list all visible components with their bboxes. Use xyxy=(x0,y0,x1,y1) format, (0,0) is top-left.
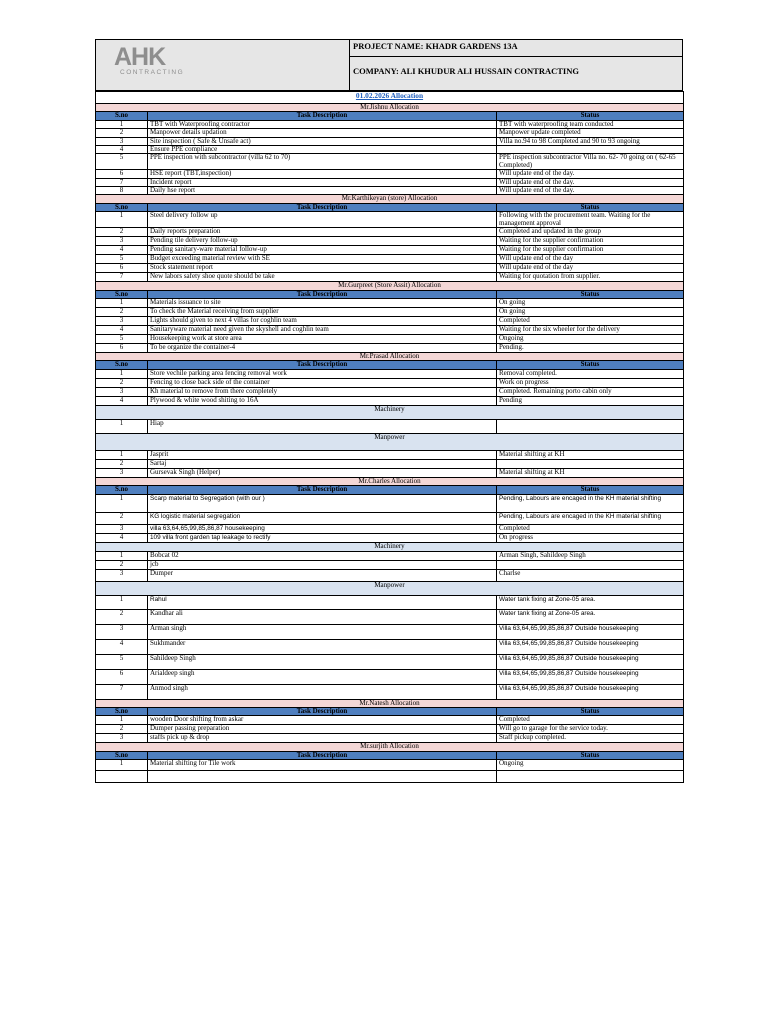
sheet-header xyxy=(95,39,683,91)
section-title-label: Mr.Natesh Allocation xyxy=(96,699,684,707)
row-status: Completed. Remaining porto cabin only xyxy=(497,387,684,396)
row-sno: 2 xyxy=(96,129,148,137)
row-task: Site inspection ( Safe & Unsafe act) xyxy=(148,137,497,145)
table-row xyxy=(96,237,684,246)
row-status: Arman Singh, Sahildeep Singh xyxy=(497,551,684,560)
row-status: Will update end of the day. xyxy=(497,170,684,178)
table-row xyxy=(96,154,684,170)
company-logo xyxy=(96,40,350,90)
row-task: KG logistic material segregation xyxy=(148,512,497,524)
header-status: Status xyxy=(497,361,684,369)
column-header-row xyxy=(96,361,684,369)
table-row xyxy=(96,343,684,352)
row-task: Kandhar ali xyxy=(148,609,497,624)
row-status: Material shifting at KH xyxy=(497,450,684,459)
row-task: To check the Material receiving from supplier xyxy=(148,307,497,316)
row-sno: 8 xyxy=(96,187,148,195)
row-status: Following with the procurement team. Waiting for the management approval xyxy=(497,212,684,228)
table-row xyxy=(96,378,684,387)
header-status: Status xyxy=(497,290,684,298)
machinery-title xyxy=(96,542,684,551)
row-status: Villa 63,64,65,99,85,86,87 Outside housekeeping xyxy=(497,684,684,699)
row-sno: 3 xyxy=(96,137,148,145)
row-sno: 3 xyxy=(96,237,148,246)
row-task: Scarp material to Segregation (with our ) xyxy=(148,494,497,512)
row-sno: 1 xyxy=(96,716,148,725)
row-status: Villa 63,64,65,99,85,86,87 Outside housekeeping xyxy=(497,669,684,684)
empty-cell xyxy=(497,771,684,783)
row-sno: 5 xyxy=(96,154,148,170)
row-task: Material shifting for Tile work xyxy=(148,760,497,771)
table-row xyxy=(96,669,684,684)
row-sno: 1 xyxy=(96,450,148,459)
table-row xyxy=(96,459,684,468)
row-status: Staff pickup completed. xyxy=(497,734,684,743)
row-status xyxy=(497,459,684,468)
manpower-title xyxy=(96,581,684,595)
logo-sub-text: CONTRACTING xyxy=(120,69,185,76)
row-sno: 2 xyxy=(96,725,148,734)
row-sno: 1 xyxy=(96,760,148,771)
header-sno: S.no xyxy=(96,203,148,211)
table-row xyxy=(96,178,684,186)
table-row xyxy=(96,494,684,512)
row-task: Materials issuance to site xyxy=(148,298,497,307)
section-title xyxy=(96,352,684,360)
machinery-title xyxy=(96,405,684,419)
column-header-row xyxy=(96,203,684,211)
row-task: villa 63,64,65,99,85,86,87 housekeeping xyxy=(148,524,497,533)
row-status: Waiting for the supplier confirmation xyxy=(497,237,684,246)
section-title-label: Mr.Karthikeyan (store) Allocation xyxy=(96,195,684,203)
row-sno: 5 xyxy=(96,654,148,669)
row-status: Pending. xyxy=(497,343,684,352)
row-task: Sanitaryware material need given the skyshell and coghlin team xyxy=(148,325,497,334)
row-sno: 4 xyxy=(96,146,148,154)
table-row xyxy=(96,569,684,581)
row-task: Housekeeping work at store area xyxy=(148,334,497,343)
row-sno: 1 xyxy=(96,595,148,609)
row-sno: 2 xyxy=(96,228,148,237)
row-sno: 6 xyxy=(96,669,148,684)
table-row xyxy=(96,129,684,137)
row-sno: 2 xyxy=(96,560,148,569)
row-task: Dumper xyxy=(148,569,497,581)
table-row xyxy=(96,639,684,654)
header-task: Task Description xyxy=(148,707,497,715)
row-sno: 4 xyxy=(96,246,148,255)
row-sno: 5 xyxy=(96,255,148,264)
row-task: Kh material to remove from there completely xyxy=(148,387,497,396)
section-title xyxy=(96,104,684,112)
table-row xyxy=(96,369,684,378)
table-row xyxy=(96,551,684,560)
table-row xyxy=(96,273,684,282)
row-sno: 4 xyxy=(96,396,148,405)
row-status: On going xyxy=(497,298,684,307)
row-status: Completed xyxy=(497,316,684,325)
row-sno: 7 xyxy=(96,178,148,186)
row-status: Ongoing xyxy=(497,334,684,343)
header-status: Status xyxy=(497,203,684,211)
table-row xyxy=(96,187,684,195)
section-title-label: Mr.Prasad Allocation xyxy=(96,352,684,360)
manpower-title-label: Manpower xyxy=(96,433,684,450)
row-status: Villa no.94 to 98 Completed and 90 to 93 ongoing xyxy=(497,137,684,145)
row-task: Sartaj xyxy=(148,459,497,468)
header-task: Task Description xyxy=(148,751,497,759)
section-title-label: Mr.Jishnu Allocation xyxy=(96,104,684,112)
header-sno: S.no xyxy=(96,707,148,715)
table-row xyxy=(96,533,684,542)
row-status: Waiting for quotation from supplier. xyxy=(497,273,684,282)
row-sno: 3 xyxy=(96,624,148,639)
row-sno: 1 xyxy=(96,494,148,512)
row-status xyxy=(497,419,684,433)
header-sno: S.no xyxy=(96,751,148,759)
row-task: Fencing to close back side of the container xyxy=(148,378,497,387)
row-sno: 1 xyxy=(96,551,148,560)
section-title-label: Mr.surjith Allocation xyxy=(96,743,684,751)
row-status: PPE inspection subcontractor Villa no. 62- 70 going on ( 62-65 Completed) xyxy=(497,154,684,170)
table-row xyxy=(96,387,684,396)
row-task: Sahildeep Singh xyxy=(148,654,497,669)
row-status: Removal completed. xyxy=(497,369,684,378)
row-sno: 1 xyxy=(96,419,148,433)
row-sno: 2 xyxy=(96,378,148,387)
machinery-title-label: Machinery xyxy=(96,542,684,551)
row-status: Waiting for the supplier confirmation xyxy=(497,246,684,255)
row-status: Work on progress xyxy=(497,378,684,387)
table-row xyxy=(96,316,684,325)
row-task: Store vechile parking area fencing removal work xyxy=(148,369,497,378)
row-status: On progress xyxy=(497,533,684,542)
row-task: Arman singh xyxy=(148,624,497,639)
row-sno: 3 xyxy=(96,569,148,581)
row-sno: 6 xyxy=(96,343,148,352)
row-task: TBT with Waterproofing contractor xyxy=(148,120,497,128)
row-task: Rahul xyxy=(148,595,497,609)
table-row xyxy=(96,170,684,178)
row-sno: 2 xyxy=(96,609,148,624)
row-status: Water tank fixing at Zone-05 area. xyxy=(497,595,684,609)
row-sno: 5 xyxy=(96,334,148,343)
header-task: Task Description xyxy=(148,112,497,120)
row-status: Completed xyxy=(497,524,684,533)
table-row xyxy=(96,120,684,128)
row-sno: 1 xyxy=(96,369,148,378)
column-header-row xyxy=(96,112,684,120)
header-task: Task Description xyxy=(148,290,497,298)
table-row xyxy=(96,624,684,639)
table-row xyxy=(96,325,684,334)
logo-main-text: AHK xyxy=(114,43,166,71)
table-row xyxy=(96,524,684,533)
table-row xyxy=(96,246,684,255)
row-sno: 6 xyxy=(96,170,148,178)
section-title xyxy=(96,282,684,290)
section-title-label: Mr.Gurpreet (Store Assit) Allocation xyxy=(96,282,684,290)
header-sno: S.no xyxy=(96,486,148,494)
column-header-row xyxy=(96,486,684,494)
row-sno: 4 xyxy=(96,533,148,542)
company-name: COMPANY: ALI KHUDUR ALI HUSSAIN CONTRACTING xyxy=(350,57,682,90)
table-row xyxy=(96,560,684,569)
table-row xyxy=(96,264,684,273)
header-status: Status xyxy=(497,486,684,494)
row-task: Pending sanitary-ware material follow-up xyxy=(148,246,497,255)
row-status: Villa 63,64,65,99,85,86,87 Outside housekeeping xyxy=(497,624,684,639)
row-task: Pending tile delivery follow-up xyxy=(148,237,497,246)
row-sno: 3 xyxy=(96,387,148,396)
table-row xyxy=(96,298,684,307)
row-task: Daily reports preparation xyxy=(148,228,497,237)
table-row xyxy=(96,684,684,699)
allocation-date-link[interactable]: 01.02.2026 Allocation xyxy=(355,91,424,100)
row-sno: 6 xyxy=(96,264,148,273)
row-sno: 1 xyxy=(96,120,148,128)
table-row xyxy=(96,609,684,624)
header-task: Task Description xyxy=(148,203,497,211)
header-status: Status xyxy=(497,751,684,759)
table-row xyxy=(96,725,684,734)
row-status: Water tank fixing at Zone-05 area. xyxy=(497,609,684,624)
row-sno: 3 xyxy=(96,734,148,743)
row-task: Sukhmander xyxy=(148,639,497,654)
row-task: jcb xyxy=(148,560,497,569)
section-title xyxy=(96,195,684,203)
row-sno: 1 xyxy=(96,212,148,228)
row-task: Manpower details updation xyxy=(148,129,497,137)
row-task: Arialdeep singh xyxy=(148,669,497,684)
section-title xyxy=(96,743,684,751)
empty-cell xyxy=(96,771,148,783)
row-task: Plywood & white wood shiting to 16A xyxy=(148,396,497,405)
row-status: Pending xyxy=(497,396,684,405)
table-row xyxy=(96,396,684,405)
row-task: Bobcat 02 xyxy=(148,551,497,560)
header-sno: S.no xyxy=(96,361,148,369)
header-status: Status xyxy=(497,707,684,715)
row-task: To be organize the container-4 xyxy=(148,343,497,352)
project-name: PROJECT NAME: KHADR GARDENS 13A xyxy=(350,40,682,57)
row-status: Charlse xyxy=(497,569,684,581)
column-header-row xyxy=(96,751,684,759)
empty-row xyxy=(96,771,684,783)
row-status: Will go to garage for the service today. xyxy=(497,725,684,734)
row-sno: 4 xyxy=(96,325,148,334)
section-title-label: Mr.Charles Allocation xyxy=(96,477,684,485)
manpower-title xyxy=(96,433,684,450)
table-row xyxy=(96,419,684,433)
row-sno: 7 xyxy=(96,684,148,699)
row-status: Waiting for the six wheeler for the delivery xyxy=(497,325,684,334)
row-task: Dumper passing preparation xyxy=(148,725,497,734)
table-row xyxy=(96,716,684,725)
row-task: Incident report xyxy=(148,178,497,186)
row-task: staffs pick up & drop xyxy=(148,734,497,743)
table-row xyxy=(96,255,684,264)
row-task: Budget exceeding material review with SE xyxy=(148,255,497,264)
table-row xyxy=(96,137,684,145)
empty-cell xyxy=(148,771,497,783)
row-status: Pending, Labours are encaged in the KH material shifting xyxy=(497,512,684,524)
column-header-row xyxy=(96,707,684,715)
row-status: Material shifting at KH xyxy=(497,468,684,477)
row-task: Gursevak Singh (Helper) xyxy=(148,468,497,477)
row-status: On going xyxy=(497,307,684,316)
row-task: PPE inspection with subcontractor (villa 62 to 70) xyxy=(148,154,497,170)
row-status: TBT with waterproofing team conducted xyxy=(497,120,684,128)
row-sno: 1 xyxy=(96,298,148,307)
row-sno: 2 xyxy=(96,459,148,468)
manpower-title-label: Manpower xyxy=(96,581,684,595)
row-task: HSE report (TBT,inspection) xyxy=(148,170,497,178)
table-row xyxy=(96,334,684,343)
row-status: Ongoing xyxy=(497,760,684,771)
allocation-sheet xyxy=(95,39,683,783)
row-sno: 2 xyxy=(96,307,148,316)
row-status xyxy=(497,560,684,569)
row-status xyxy=(497,146,684,154)
table-row xyxy=(96,468,684,477)
row-task: Steel delivery follow up xyxy=(148,212,497,228)
row-task: wooden Door shifting from askar xyxy=(148,716,497,725)
section-title xyxy=(96,477,684,485)
row-sno: 4 xyxy=(96,639,148,654)
date-row xyxy=(96,92,684,104)
header-task: Task Description xyxy=(148,486,497,494)
row-sno: 3 xyxy=(96,316,148,325)
table-row xyxy=(96,512,684,524)
header-sno: S.no xyxy=(96,290,148,298)
table-row xyxy=(96,146,684,154)
section-title xyxy=(96,699,684,707)
row-task: Hiap xyxy=(148,419,497,433)
header-sno: S.no xyxy=(96,112,148,120)
row-status: Completed xyxy=(497,716,684,725)
row-sno: 3 xyxy=(96,524,148,533)
table-row xyxy=(96,228,684,237)
row-status: Manpower update completed xyxy=(497,129,684,137)
row-status: Will update end of the day xyxy=(497,264,684,273)
row-task: Ensure PPE compliance xyxy=(148,146,497,154)
row-status: Will update end of the day. xyxy=(497,178,684,186)
column-header-row xyxy=(96,290,684,298)
table-row xyxy=(96,734,684,743)
table-row xyxy=(96,450,684,459)
row-task: 109 villa front garden tap leakage to rectify xyxy=(148,533,497,542)
row-task: New labors safety shoe quote should be take xyxy=(148,273,497,282)
table-row xyxy=(96,654,684,669)
row-sno: 7 xyxy=(96,273,148,282)
row-task: Lights should given to next 4 villas for coghlin team xyxy=(148,316,497,325)
header-task: Task Description xyxy=(148,361,497,369)
table-row xyxy=(96,760,684,771)
table-row xyxy=(96,212,684,228)
row-sno: 3 xyxy=(96,468,148,477)
row-sno: 2 xyxy=(96,512,148,524)
table-row xyxy=(96,307,684,316)
row-status: Will update end of the day. xyxy=(497,187,684,195)
row-status: Villa 63,64,65,99,85,86,87 Outside housekeeping xyxy=(497,654,684,669)
row-task: Stock statement report xyxy=(148,264,497,273)
allocation-table xyxy=(95,91,684,783)
header-status: Status xyxy=(497,112,684,120)
row-status: Will update end of the day xyxy=(497,255,684,264)
row-status: Pending, Labours are encaged in the KH material shifting xyxy=(497,494,684,512)
row-status: Villa 63,64,65,99,85,86,87 Outside housekeeping xyxy=(497,639,684,654)
machinery-title-label: Machinery xyxy=(96,405,684,419)
row-task: Daily hse report xyxy=(148,187,497,195)
row-task: Jasprit xyxy=(148,450,497,459)
row-status: Completed and updated in the group xyxy=(497,228,684,237)
row-task: Anmod singh xyxy=(148,684,497,699)
table-row xyxy=(96,595,684,609)
